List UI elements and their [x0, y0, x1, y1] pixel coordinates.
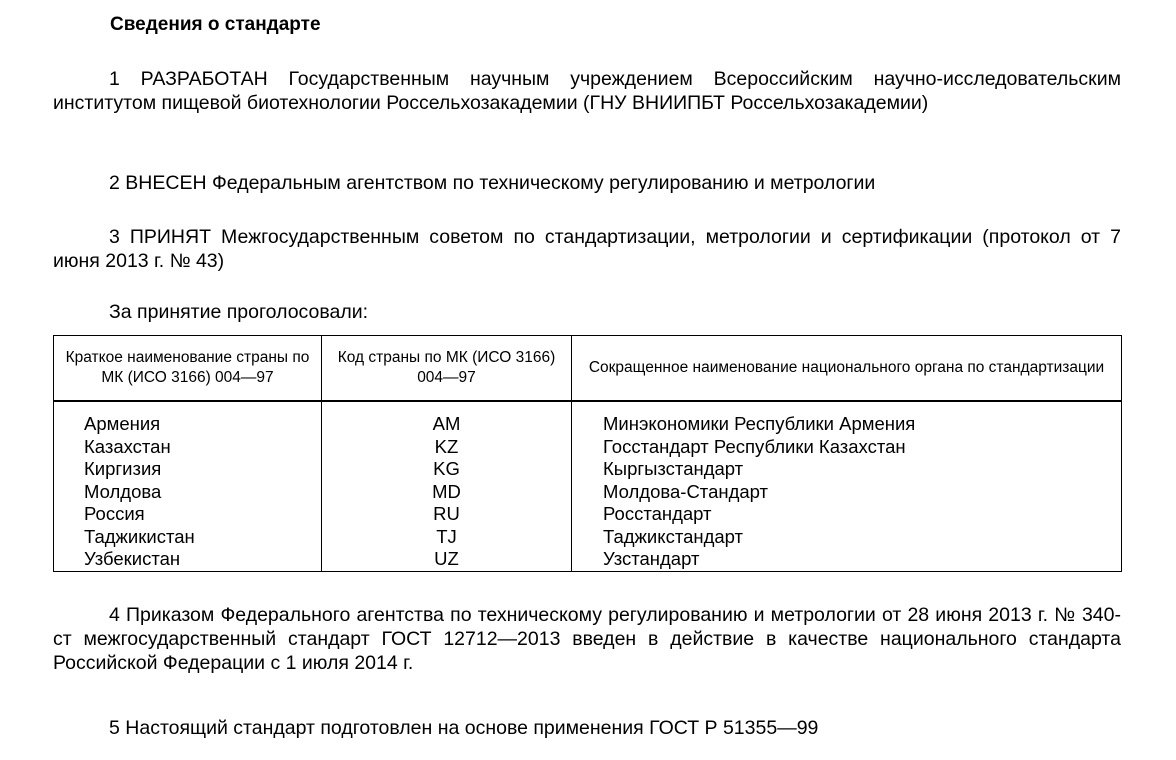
voting-countries-table — [53, 335, 1122, 572]
table-cell-body: Госстандарт Республики Казахстан — [603, 435, 906, 457]
country-name-column — [54, 401, 322, 572]
header-country-code: Код страны по МК (ИСО 3166) 004—97 — [322, 336, 572, 402]
item-3-adopted-by: 3 ПРИНЯТ Межгосударственным советом по стандартизации, метрологии и сертификации (протокол от 7 июня 2013 г. № 43) — [53, 226, 1121, 272]
table-cell-code: RU — [433, 503, 460, 524]
header-national-body: Сокращенное наименование национального органа по стандартизации — [572, 336, 1122, 402]
table-cell-body: Кыргызстандарт — [603, 458, 744, 479]
national-body-column — [572, 401, 1122, 572]
table-cell-country: Казахстан — [84, 435, 171, 457]
table-cell-code: UZ — [434, 548, 459, 569]
table-cell-code: AM — [432, 413, 461, 434]
table-cell-country: Армения — [84, 413, 161, 434]
table-cell-body: Росстандарт — [603, 503, 712, 524]
table-cell-country: Россия — [84, 503, 145, 524]
table-cell-country: Узбекистан — [84, 548, 181, 569]
table-cell-body: Молдова-Стандарт — [603, 480, 769, 502]
table-cell-country: Таджикистан — [84, 525, 195, 547]
table-cell-body: Узстандарт — [603, 548, 700, 569]
section-title: Сведения о стандарте — [110, 14, 321, 35]
header-country-name: Краткое наименование страны по МК (ИСО 3166) 004—97 — [54, 336, 322, 402]
table-cell-code: MD — [432, 480, 461, 502]
table-header-row — [54, 336, 1122, 402]
table-cell-country: Киргизия — [84, 458, 162, 479]
item-4-enactment-order: 4 Приказом Федерального агентства по техническому регулированию и метрологии от 28 июня 2013 г. № 340-ст межгосударственный стандарт ГОСТ 12712—2013 введен в действие в качестве национального стандарта Российской Федерации с 1 июля 2014 г. — [53, 604, 1121, 674]
table-cell-code: KZ — [434, 435, 459, 457]
voting-intro: За принятие проголосовали: — [109, 301, 369, 323]
country-code-column — [322, 401, 572, 572]
table-cell-country: Молдова — [84, 480, 162, 502]
table-cell-code: TJ — [436, 525, 457, 547]
table-cell-body: Таджикстандарт — [603, 525, 744, 547]
table-cell-body: Минэкономики Республики Армения — [603, 413, 916, 434]
item-5-basis-standard: 5 Настоящий стандарт подготовлен на основе применения ГОСТ Р 51355—99 — [109, 717, 819, 739]
table-body-row — [54, 401, 1122, 572]
item-1-developed-by: 1 РАЗРАБОТАН Государственным научным учреждением Всероссийским научно-исследовательским институтом пищевой биотехнологии Россельхозакадемии (ГНУ ВНИИПБТ Россельхозакадемии) — [53, 68, 1121, 114]
table-cell-code: KG — [433, 458, 460, 479]
item-2-submitted-by: 2 ВНЕСЕН Федеральным агентством по техническому регулированию и метрологии — [109, 172, 876, 194]
